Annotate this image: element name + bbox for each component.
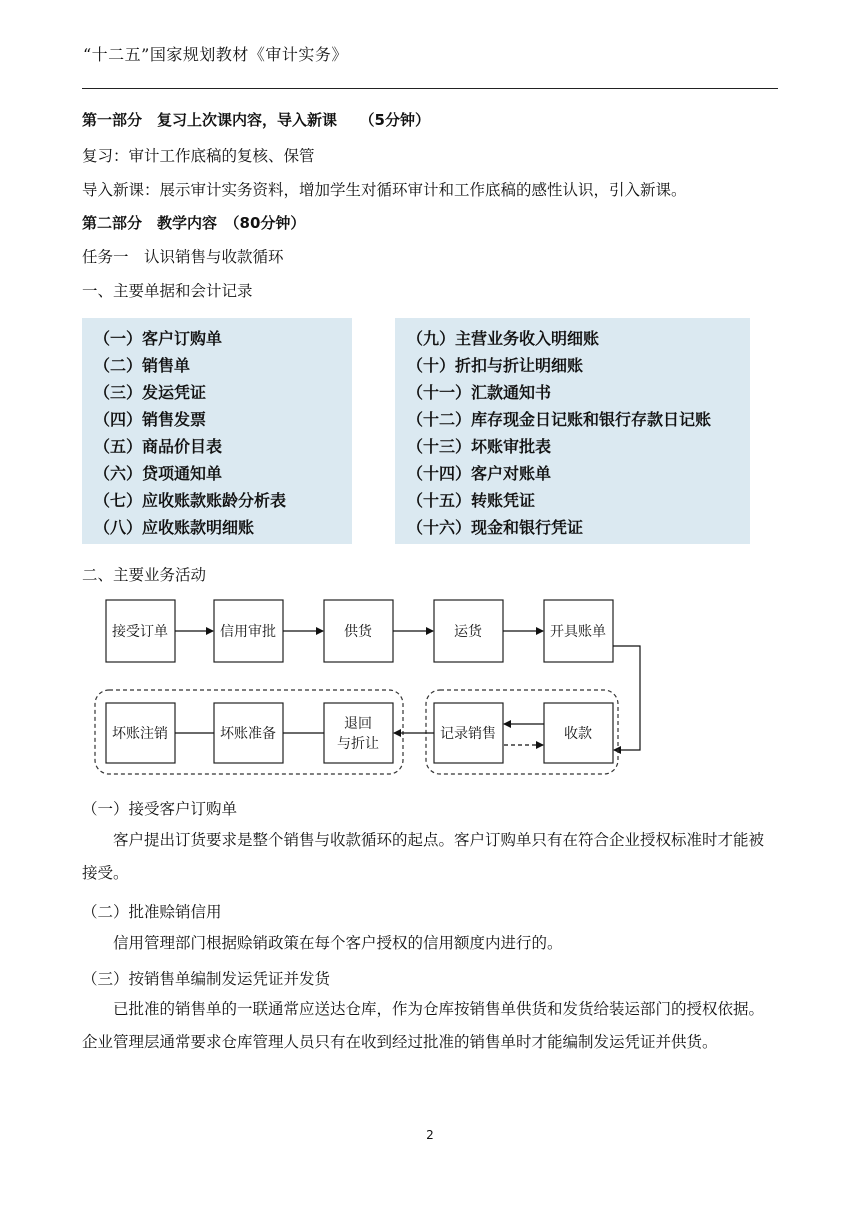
task-1-heading: 任务一 认识销售与收款循环 [82, 248, 284, 266]
flow-label: 坏账注销 [112, 726, 168, 742]
flow-box-returns [324, 703, 393, 763]
flow-label: 供货 [344, 624, 372, 640]
subsection-3-heading: （三）按销售单编制发运凭证并发货 [82, 970, 331, 988]
doc-item: （七）应收账款账龄分析表 [94, 491, 287, 510]
subsection-1-heading: （一）接受客户订购单 [82, 800, 238, 818]
doc-item: （十三）坏账审批表 [407, 437, 552, 456]
flow-label: 开具账单 [550, 624, 606, 640]
subsection-1-text: 客户提出订货要求是整个销售与收款循环的起点。客户订购单只有在符合企业授权标准时才能被接受。 [82, 831, 765, 882]
doc-item: （十五）转账凭证 [407, 491, 536, 510]
doc-item: （二）销售单 [94, 356, 191, 375]
documents-heading: 一、主要单据和会计记录 [82, 282, 253, 300]
page-number: 2 [426, 1128, 434, 1142]
doc-item: （十）折扣与折让明细账 [407, 356, 584, 375]
doc-item: （九）主营业务收入明细账 [407, 329, 600, 348]
doc-item: （十二）库存现金日记账和银行存款日记账 [407, 410, 712, 429]
flow-label: 收款 [564, 726, 592, 742]
subsection-3-text: 已批准的销售单的一联通常应送达仓库，作为仓库按销售单供货和发货给装运部门的授权依据。企业管理层通常要求仓库管理人员只有在收到经过批准的销售单时才能编制发运凭证并供货。 [82, 1000, 765, 1051]
flow-label: 运货 [454, 624, 482, 640]
subsection-2-text: 信用管理部门根据赊销政策在每个客户授权的信用额度内进行的。 [113, 934, 563, 952]
doc-item: （四）销售发票 [94, 410, 207, 429]
flow-label: 退回 [344, 716, 372, 732]
doc-item: （六）贷项通知单 [94, 464, 223, 483]
section-1-heading: 第一部分 复习上次课内容，导入新课 （5分钟） [82, 111, 430, 129]
running-header: “十二五”国家规划教材《审计实务》 [83, 45, 348, 64]
doc-item: （三）发运凭证 [94, 383, 207, 402]
doc-item: （五）商品价目表 [94, 437, 223, 456]
subsection-2-heading: （二）批准赊销信用 [82, 903, 222, 921]
section-2-heading: 第二部分 教学内容 （80分钟） [82, 214, 306, 232]
flow-label: 接受订单 [112, 624, 168, 640]
doc-item: （十一）汇款通知书 [407, 383, 552, 402]
flow-label: 记录销售 [440, 726, 496, 742]
intro-line: 导入新课：展示审计实务资料，增加学生对循环审计和工作底稿的感性认识，引入新课。 [82, 181, 687, 199]
activities-heading: 二、主要业务活动 [82, 566, 207, 584]
review-line: 复习：审计工作底稿的复核、保管 [82, 147, 315, 165]
flow-label: 信用审批 [220, 624, 276, 640]
doc-item: （十四）客户对账单 [407, 464, 552, 483]
flow-label: 坏账准备 [220, 726, 276, 742]
doc-item: （八）应收账款明细账 [94, 518, 255, 537]
flow-label: 与折让 [337, 736, 379, 752]
doc-item: （十六）现金和银行凭证 [407, 518, 584, 537]
doc-item: （一）客户订购单 [94, 329, 223, 348]
